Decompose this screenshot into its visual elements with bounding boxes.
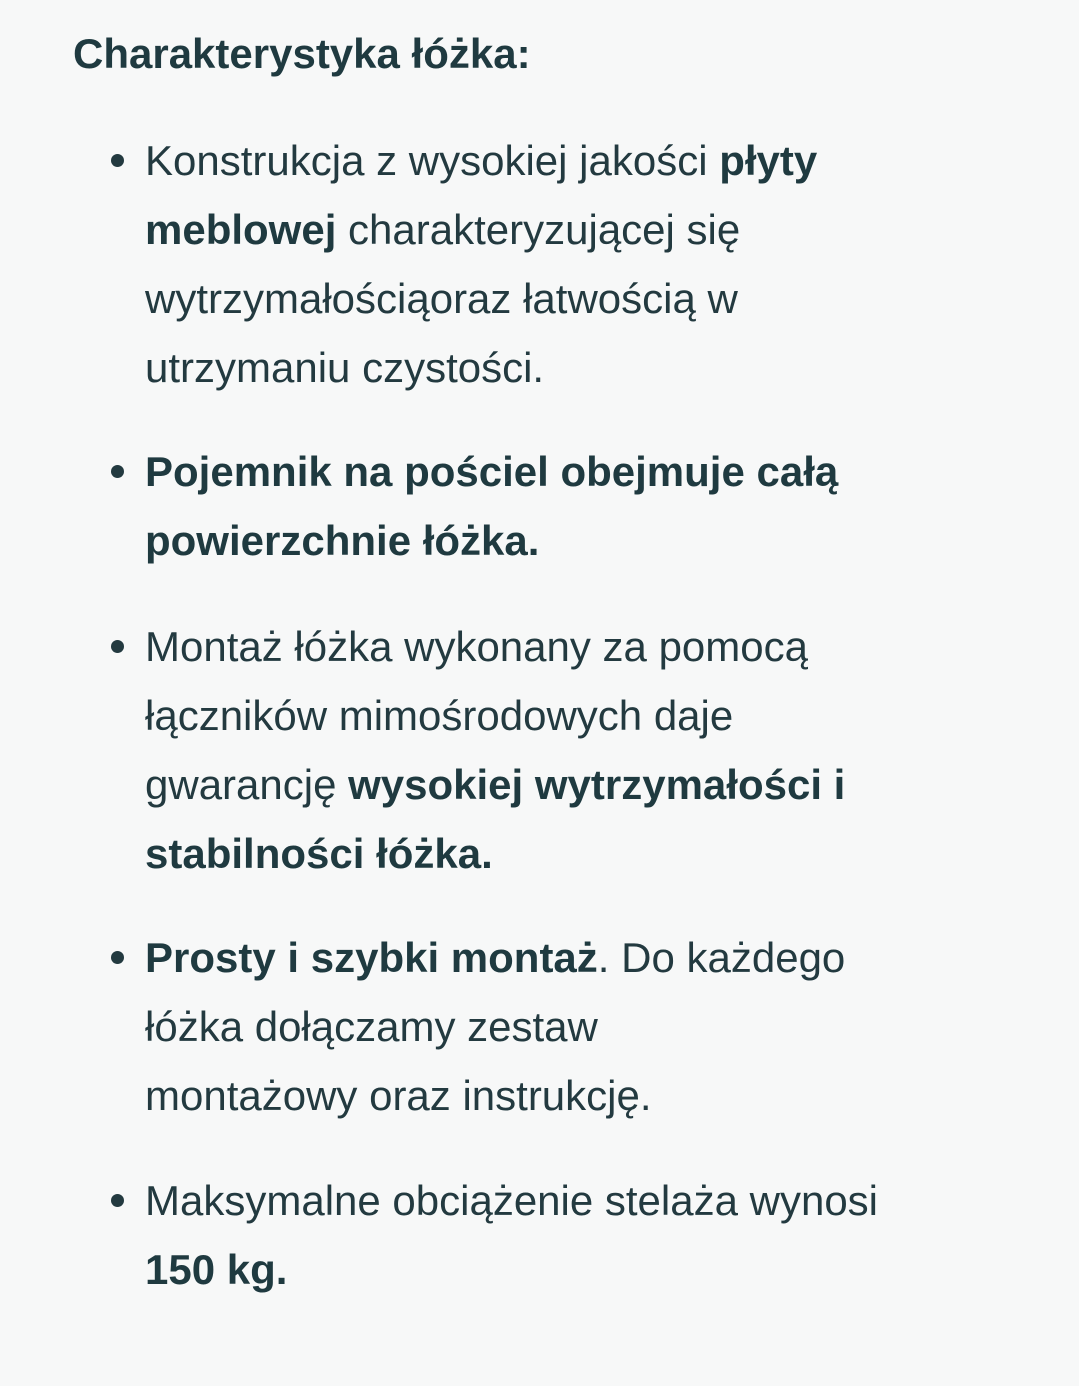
bold-text: 150 kg. (145, 1246, 288, 1293)
line (145, 506, 1025, 575)
text: charakteryzującej się (336, 206, 741, 253)
feature-item-max-load (145, 1166, 1025, 1304)
line (145, 992, 1025, 1061)
line (145, 750, 1025, 819)
line (145, 923, 1025, 992)
bold-text: Pojemnik na pościel obejmuje całą (145, 448, 839, 495)
text: Konstrukcja z wysokiej jakości (145, 137, 720, 184)
line (145, 681, 1025, 750)
bullet-icon (111, 640, 124, 653)
line (145, 333, 1025, 402)
feature-item-construction (145, 126, 1025, 402)
text: . Do każdego (597, 934, 846, 981)
line (145, 264, 1025, 333)
line (145, 1166, 1025, 1235)
bullet-icon (111, 465, 124, 478)
line (145, 195, 1025, 264)
text: gwarancję (145, 761, 349, 808)
bold-text: stabilności łóżka. (145, 830, 493, 877)
text: utrzymaniu czystości. (145, 344, 545, 391)
feature-item-storage (145, 437, 1025, 575)
line (145, 126, 1025, 195)
feature-item-assembly (145, 612, 1025, 888)
line (145, 612, 1025, 681)
bullet-icon (111, 154, 124, 167)
text: Maksymalne obciążenie stelaża wynosi (145, 1177, 879, 1224)
bullet-icon (111, 951, 124, 964)
text: wytrzymałościąoraz łatwością w (145, 275, 738, 322)
bold-text: płyty (719, 137, 818, 184)
text: Montaż łóżka wykonany za pomocą (145, 623, 808, 670)
bold-text: wysokiej wytrzymałości i (348, 761, 846, 808)
feature-item-easy-assembly (145, 923, 1025, 1130)
line (145, 1235, 1025, 1304)
text: łączników mimośrodowych daje (145, 692, 734, 739)
bullet-icon (111, 1194, 124, 1207)
text: łóżka dołączamy zestaw (145, 1003, 598, 1050)
bold-text: powierzchnie łóżka. (145, 517, 540, 564)
line (145, 437, 1025, 506)
section-heading: Charakterystyka łóżka: (73, 30, 531, 77)
line (145, 1061, 1025, 1130)
line (145, 819, 1025, 888)
bold-text: meblowej (145, 206, 337, 253)
text: montażowy oraz instrukcję. (145, 1072, 652, 1119)
bold-text: Prosty i szybki montaż (145, 934, 598, 981)
